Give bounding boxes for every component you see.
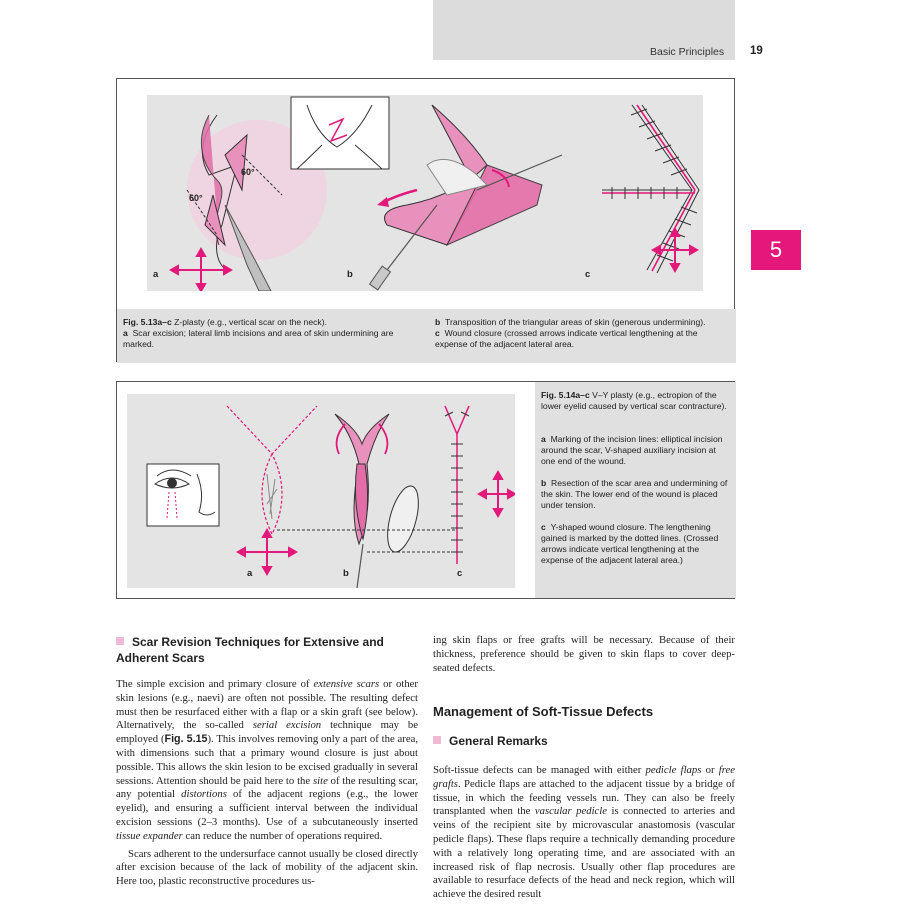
chapter-tab[interactable]: 5 — [751, 230, 801, 270]
section-heading-main: Management of Soft-Tissue Defects — [433, 704, 654, 719]
right-column-text-2 — [433, 764, 735, 902]
subsection-heading: General Remarks — [433, 733, 548, 749]
section-heading: Scar Revision Techniques for Extensive and Adherent Scars — [116, 635, 384, 665]
panel-label-b: b — [347, 269, 353, 280]
page-number: 19 — [750, 45, 763, 57]
heading-bullet — [116, 637, 124, 645]
figure-5-14-illustration — [127, 394, 515, 588]
paragraph: ing skin flaps or free grafts will be necessary. Because of their thickness, preference should be given to skin flaps to cover deep-seated defects. — [433, 634, 735, 674]
caption-title: Fig. 5.13a–c Z-plasty (e.g., vertical scar on the neck). — [123, 317, 327, 327]
paragraph: The simple excision and primary closure of extensive scars or other skin lesions (e.g., naevi) are often not possible. The resulting defect must then be resurfaced either with a flap or a skin graft (see below). Alternatively, the so-called serial excision technique may be employed (Fig. 5.15). This involves removing only a part of the area, with dimensions such that a primary wound closure is just about possible. This allows the skin lesion to be excised gradually in several sessions. Attention should be paid here to the site of the resulting scar, any potential distortions of the adjacent regions (e.g., the lower eyelid), and ensuring a sufficient interval between the individual excision sessions (2–3 months). Use of a subcutaneously inserted tissue expander can reduce the number of operations required. — [116, 678, 419, 842]
v-y-plasty-illustration — [127, 394, 515, 588]
left-column-text — [116, 678, 418, 889]
z-plasty-illustration — [147, 95, 703, 291]
panel-label-a: a — [153, 269, 159, 280]
running-head: Basic Principles — [650, 46, 725, 58]
right-column-text — [433, 634, 735, 675]
figure-5-13-caption — [117, 309, 736, 363]
panel-label-a: a — [247, 568, 253, 579]
caption-item-a: a Marking of the incision lines: elliptical incision around the scar, V-shaped auxiliary incision at one end of the wound. — [541, 434, 723, 466]
caption-item-c: c Y-shaped wound closure. The lengthening gained is marked by the dotted lines. (Crossed arrows indicate vertical lengthening at the expense of the adjacent lateral area.) — [541, 522, 719, 565]
caption-title: Fig. 5.14a–c V–Y plasty (e.g., ectropion of the lower eyelid caused by vertical scar contracture). — [541, 390, 727, 411]
caption-item-c: c Wound closure (crossed arrows indicate vertical lengthening at the expense of the adjacent lateral area. — [435, 328, 698, 349]
panel-label-c: c — [585, 269, 591, 280]
panel-label-c: c — [457, 568, 463, 579]
caption-item-b: b Transposition of the triangular areas of skin (generous undermining). — [435, 317, 706, 327]
figure-5-13 — [116, 78, 735, 362]
angle-label: 60° — [241, 167, 255, 177]
caption-item-a: a Scar excision; lateral limb incisions and area of skin undermining are marked. — [123, 328, 394, 349]
figure-5-14 — [116, 381, 735, 599]
caption-item-b: b Resection of the scar area and undermining of the skin. The lower end of the wound is placed under tension. — [541, 478, 728, 510]
paragraph: Scars adherent to the undersurface cannot usually be closed directly after excision because of the lack of mobility of the adjacent skin. Here too, plastic reconstructive procedures us- — [116, 847, 418, 888]
panel-label-b: b — [343, 568, 349, 579]
figure-5-14-caption — [535, 382, 736, 598]
heading-bullet — [433, 736, 441, 744]
paragraph: Soft-tissue defects can be managed with either pedicle flaps or free grafts. Pedicle flaps are attached to the adjacent tissue by a bridge of tissue, in which the feeding vessels run. They can also be freely transplanted when the vascular pedicle is connected to arteries and veins of the recipient site by microvascular anastomosis (vascular pedicle flaps). These flaps require a technically demanding procedure with a relatively long operating time, and are associated with an increased risk of flap necrosis. Usually other flap procedures are available to resurface defects of the head and neck region, which will achieve the desired result — [433, 764, 735, 901]
figure-5-13-illustration — [147, 95, 703, 291]
angle-label: 60° — [189, 193, 203, 203]
